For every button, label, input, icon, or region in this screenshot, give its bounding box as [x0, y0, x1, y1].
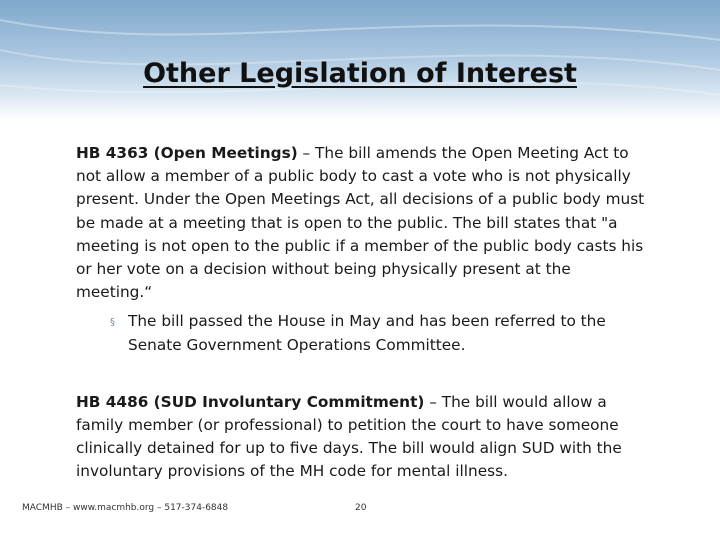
bullet-icon: § [110, 317, 115, 329]
page-number: 20 [355, 503, 367, 513]
bill-hb4363-status: The bill passed the House in May and has been referred to the Senate Government Operations Committee. [128, 312, 606, 354]
bill-hb4486-text: – The bill would allow a family member (or professional) to petition the court to have someone clinically detained for up to five days. The bill would align SUD with the involuntary provisions of the MH code for mental illness. [76, 392, 622, 481]
bill-hb4486-paragraph [76, 391, 646, 484]
page-title: Other Legislation of Interest [143, 58, 577, 89]
bill-hb4363-text: – The bill amends the Open Meeting Act to not allow a member of a public body to cast a vote who is not physically present. Under the Open Meetings Act, all decisions of a public body must be made at a meeting that is open to the public. The bill states that "a meeting is not open to the public if a member of the public body casts his or her vote on a decision without being physically present at the meeting.“ [76, 144, 645, 302]
slide-body [76, 142, 646, 484]
bill-hb4486-id: HB 4486 (SUD Involuntary Commitment) [76, 392, 425, 411]
bill-hb4363-id: HB 4363 (Open Meetings) [76, 144, 298, 162]
footer-org-info: MACMHB – www.macmhb.org – 517-374-6848 [22, 503, 229, 513]
bill-hb4363-paragraph [76, 142, 646, 304]
bill-hb4363-status-item [110, 310, 646, 356]
